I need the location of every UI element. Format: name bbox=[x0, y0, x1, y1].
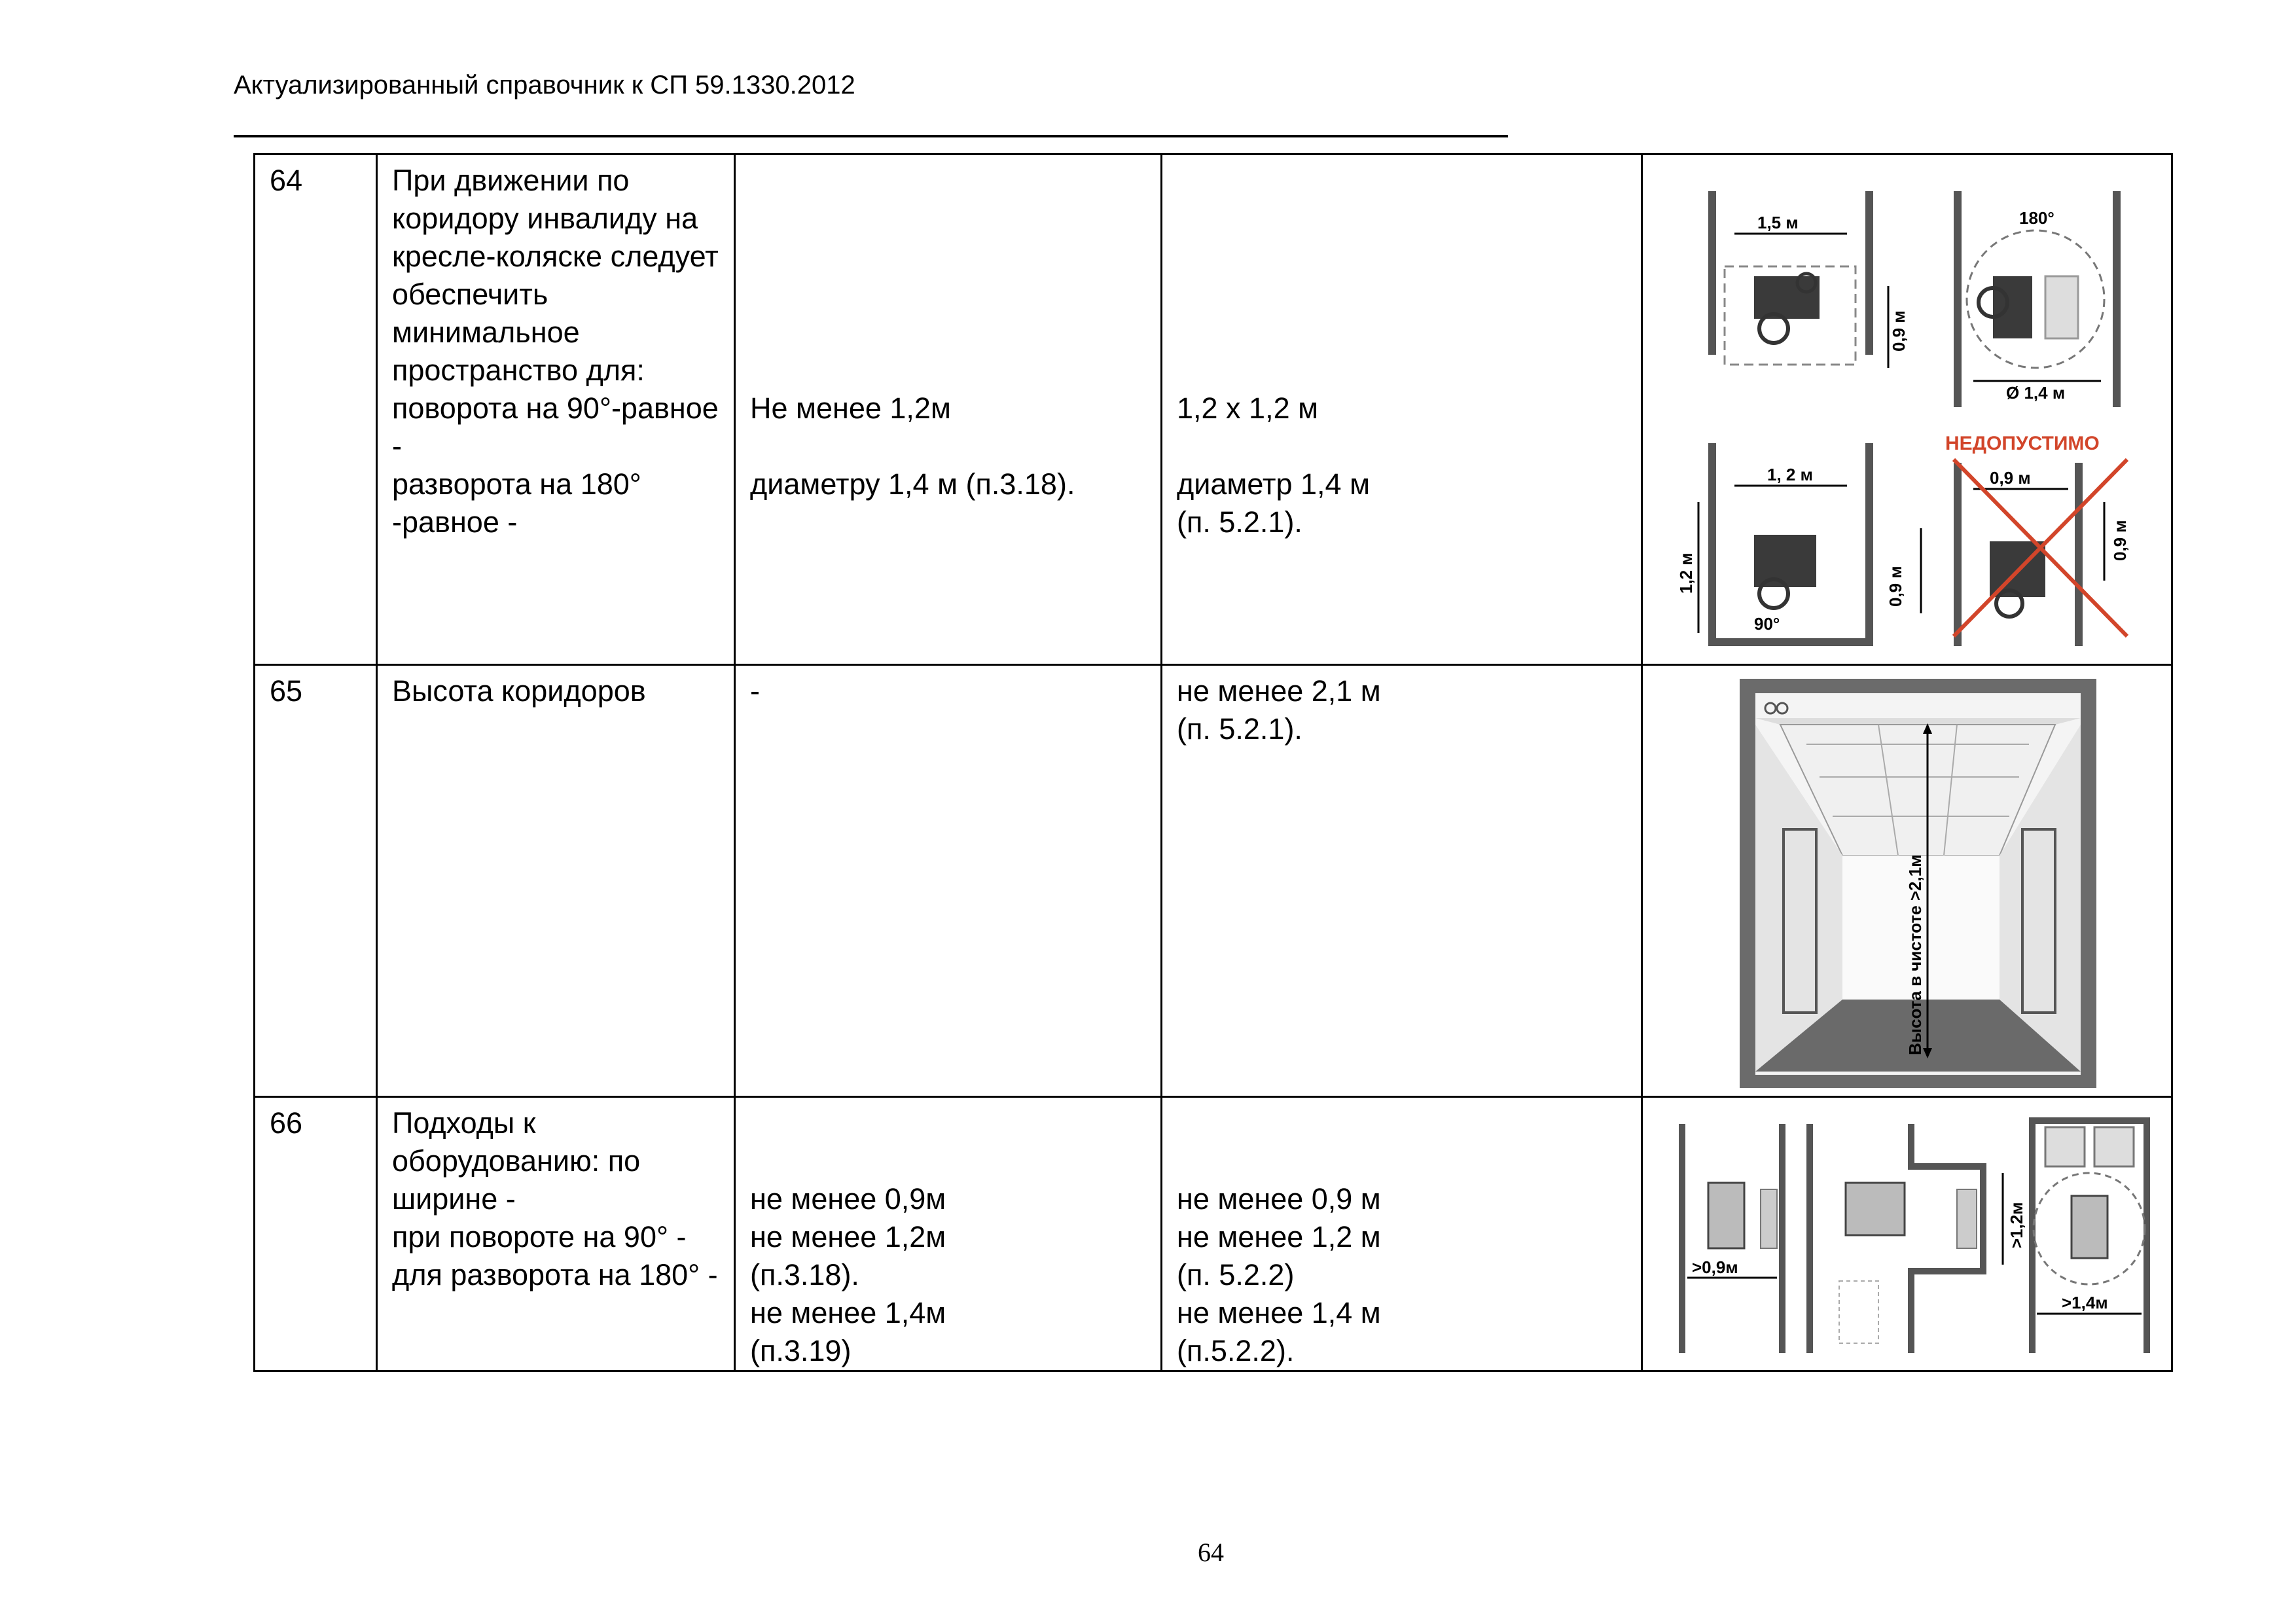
requirement-text: Подходы к оборудованию: по ширине - при повороте на 90° - для разворота на 180° - bbox=[392, 1106, 718, 1291]
approach-panel-width bbox=[1679, 1124, 1785, 1353]
corridor-panel-180-circle bbox=[1954, 191, 2121, 407]
wheelchair-icon bbox=[1754, 535, 1816, 608]
row-number: 66 bbox=[270, 1106, 303, 1140]
side-label: 1,2 м bbox=[1676, 552, 1696, 594]
new-value-cell bbox=[1162, 665, 1642, 1097]
corridor-panel-90 bbox=[1676, 443, 1921, 646]
requirement-cell bbox=[377, 1097, 735, 1371]
corridor-turning-diagram bbox=[1643, 155, 2173, 663]
wheelchair-icon bbox=[1846, 1183, 1905, 1235]
row-number-cell bbox=[255, 1097, 377, 1371]
corridor-panel-180-straight bbox=[1708, 191, 1909, 368]
row-number-cell bbox=[255, 154, 377, 665]
wheelchair-icon bbox=[1979, 276, 2078, 338]
old-value-cell bbox=[735, 665, 1162, 1097]
warning-label: НЕДОПУСТИМО bbox=[1945, 433, 2100, 454]
equipment-approach-diagram bbox=[1643, 1098, 2173, 1362]
depth-label: 0,9 м bbox=[2110, 520, 2130, 561]
row-number-cell bbox=[255, 665, 377, 1097]
requirement-cell bbox=[377, 665, 735, 1097]
table-row bbox=[255, 665, 2172, 1097]
row-number: 65 bbox=[270, 674, 303, 708]
depth-label: 0,9 м bbox=[1886, 566, 1905, 607]
old-value-text: Не менее 1,2м диаметру 1,4 м (п.3.18). bbox=[750, 391, 1075, 501]
new-value-text: не менее 2,1 м (п. 5.2.1). bbox=[1177, 674, 1381, 746]
page-number: 64 bbox=[1198, 1538, 1224, 1567]
height-label: Высота в чистоте >2,1м bbox=[1905, 854, 1925, 1055]
depth-label: 0,9 м bbox=[1889, 310, 1909, 352]
turn-label: >1,2м bbox=[2007, 1202, 2026, 1248]
old-value-text: - bbox=[750, 674, 760, 708]
turn-label: >1,4м bbox=[2062, 1293, 2108, 1312]
requirement-text: При движении по коридору инвалиду на кресле-коляске следует обеспечить минимальное пространство для: поворота на 90°-равное - разворота на 180° -равное - bbox=[392, 164, 719, 539]
angle-label: 180° bbox=[2019, 208, 2054, 228]
requirement-cell bbox=[377, 154, 735, 665]
width-label: >0,9м bbox=[1692, 1257, 1738, 1277]
old-value-text: не менее 0,9м не менее 1,2м (п.3.18). не менее 1,4м (п.3.19) bbox=[750, 1182, 946, 1367]
table-row bbox=[255, 154, 2172, 665]
figure-cell bbox=[1642, 154, 2172, 665]
approach-panel-180 bbox=[2029, 1117, 2150, 1353]
requirements-table bbox=[253, 153, 2173, 1372]
corridor-height-illustration bbox=[1643, 666, 2173, 1095]
new-value-text: не менее 0,9 м не менее 1,2 м (п. 5.2.2) не менее 1,4 м (п.5.2.2). bbox=[1177, 1182, 1381, 1367]
angle-label: 90° bbox=[1754, 614, 1780, 634]
width-label: 1,5 м bbox=[1757, 213, 1799, 232]
wheelchair-icon bbox=[1754, 274, 1820, 343]
old-value-cell bbox=[735, 1097, 1162, 1371]
wheelchair-icon bbox=[2072, 1196, 2108, 1258]
wheelchair-icon bbox=[1708, 1183, 1744, 1248]
width-label: 0,9 м bbox=[1990, 468, 2031, 488]
table-row bbox=[255, 1097, 2172, 1371]
running-header: Актуализированный справочник к СП 59.1330.2012 bbox=[234, 71, 855, 99]
new-value-text: 1,2 х 1,2 м диаметр 1,4 м (п. 5.2.1). bbox=[1177, 391, 1371, 539]
corridor-panel-forbidden bbox=[1954, 460, 2130, 646]
new-value-cell bbox=[1162, 1097, 1642, 1371]
diameter-label: Ø 1,4 м bbox=[2006, 383, 2066, 403]
requirement-text: Высота коридоров bbox=[392, 674, 646, 708]
new-value-cell bbox=[1162, 154, 1642, 665]
figure-cell bbox=[1642, 1097, 2172, 1371]
header-rule bbox=[234, 135, 1508, 137]
row-number: 64 bbox=[270, 164, 303, 197]
width-label: 1, 2 м bbox=[1767, 465, 1813, 484]
old-value-cell bbox=[735, 154, 1162, 665]
figure-cell bbox=[1642, 665, 2172, 1097]
approach-panel-90 bbox=[1806, 1124, 2026, 1353]
